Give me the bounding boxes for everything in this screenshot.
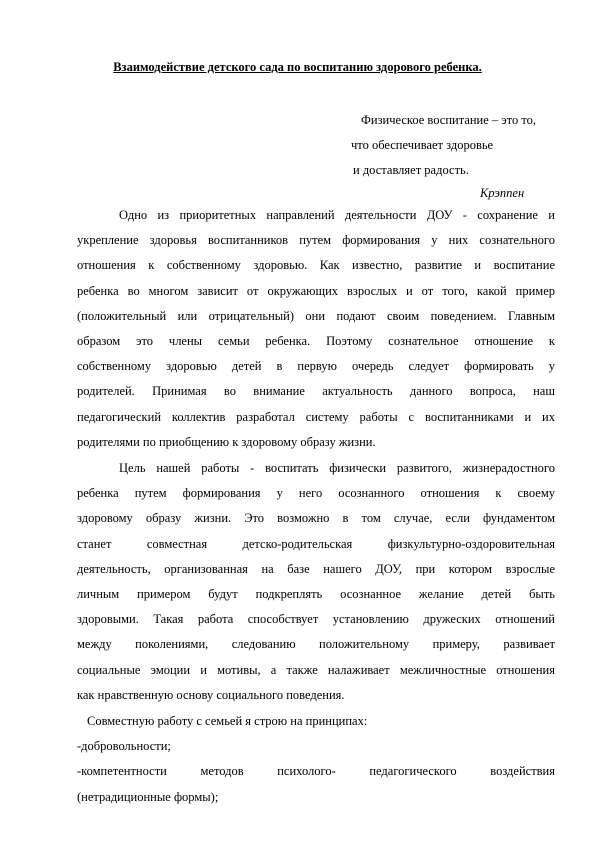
paragraph-line: образом это члены семьи ребенка. Поэтому сознательное отношение к — [77, 333, 555, 348]
principle-item: -компетентности методов психолого- педагогического воздействия — [77, 764, 555, 779]
paragraph-2 — [77, 456, 555, 708]
paragraph-line: собственному здоровью детей в первую очередь следует формировать у — [77, 359, 555, 374]
paragraph-line: ребенка во многом зависит от окружающих взрослых и от того, какой пример — [77, 283, 555, 298]
paragraph-line: личным примером будут подкреплять осознанное желание детей быть — [77, 586, 555, 601]
paragraph-line: как нравственную основу социального поведения. — [77, 687, 345, 702]
principles-intro: Совместную работу с семьей я строю на принципах: — [87, 714, 368, 728]
paragraph-1 — [77, 203, 555, 455]
paragraph-line: отношения к собственному здоровью. Как известно, развитие и воспитание — [77, 258, 555, 273]
paragraph-line: Цель нашей работы - воспитать физически развитого, жизнерадостного — [119, 461, 555, 475]
paragraph-line: здоровому образу жизни. Это возможно в том случае, если фундаментом — [77, 511, 555, 526]
document-title: Взаимодействие детского сада по воспитанию здорового ребенка. — [113, 60, 482, 74]
paragraph-line: укрепление здоровья воспитанников путем формирования у них сознательного — [77, 233, 555, 248]
paragraph-line: Одно из приоритетных направлений деятельности ДОУ - сохранение и — [119, 208, 555, 222]
paragraph-line: родителями по приобщению к здоровому образу жизни. — [77, 434, 376, 449]
paragraph-line: здоровыми. Такая работа способствует установлению дружеских отношений — [77, 612, 555, 627]
principles-block — [77, 709, 555, 810]
paragraph-line: родителей. Принимая во внимание актуальность данного вопроса, наш — [77, 384, 555, 399]
principle-item: -добровольности; — [77, 739, 171, 754]
epigraph-line-1: Физическое воспитание – это то, — [361, 113, 537, 127]
paragraph-line: деятельность, организованная на базе нашего ДОУ, при котором взрослые — [77, 561, 555, 576]
epigraph-author: Крэппен — [480, 186, 525, 200]
paragraph-line: между поколениями, следованию положительному примеру, развивает — [77, 637, 555, 652]
paragraph-line: социальные эмоции и мотивы, а также налаживает межличностные отношения — [77, 662, 555, 677]
paragraph-line: станет совместная детско-родительская физкультурно-оздоровительная — [77, 536, 555, 551]
paragraph-line: (положительный или отрицательный) они подают своим поведением. Главным — [77, 308, 555, 323]
epigraph-line-3: и доставляет радость. — [353, 163, 469, 177]
principle-item: (нетрадиционные формы); — [77, 789, 219, 804]
epigraph-line-2: что обеспечивает здоровье — [351, 138, 494, 152]
paragraph-line: ребенка путем формирования у него осознанного отношения к своему — [77, 486, 555, 501]
paragraph-line: педагогический коллектив разработал систему работы с воспитанниками и их — [77, 409, 555, 424]
